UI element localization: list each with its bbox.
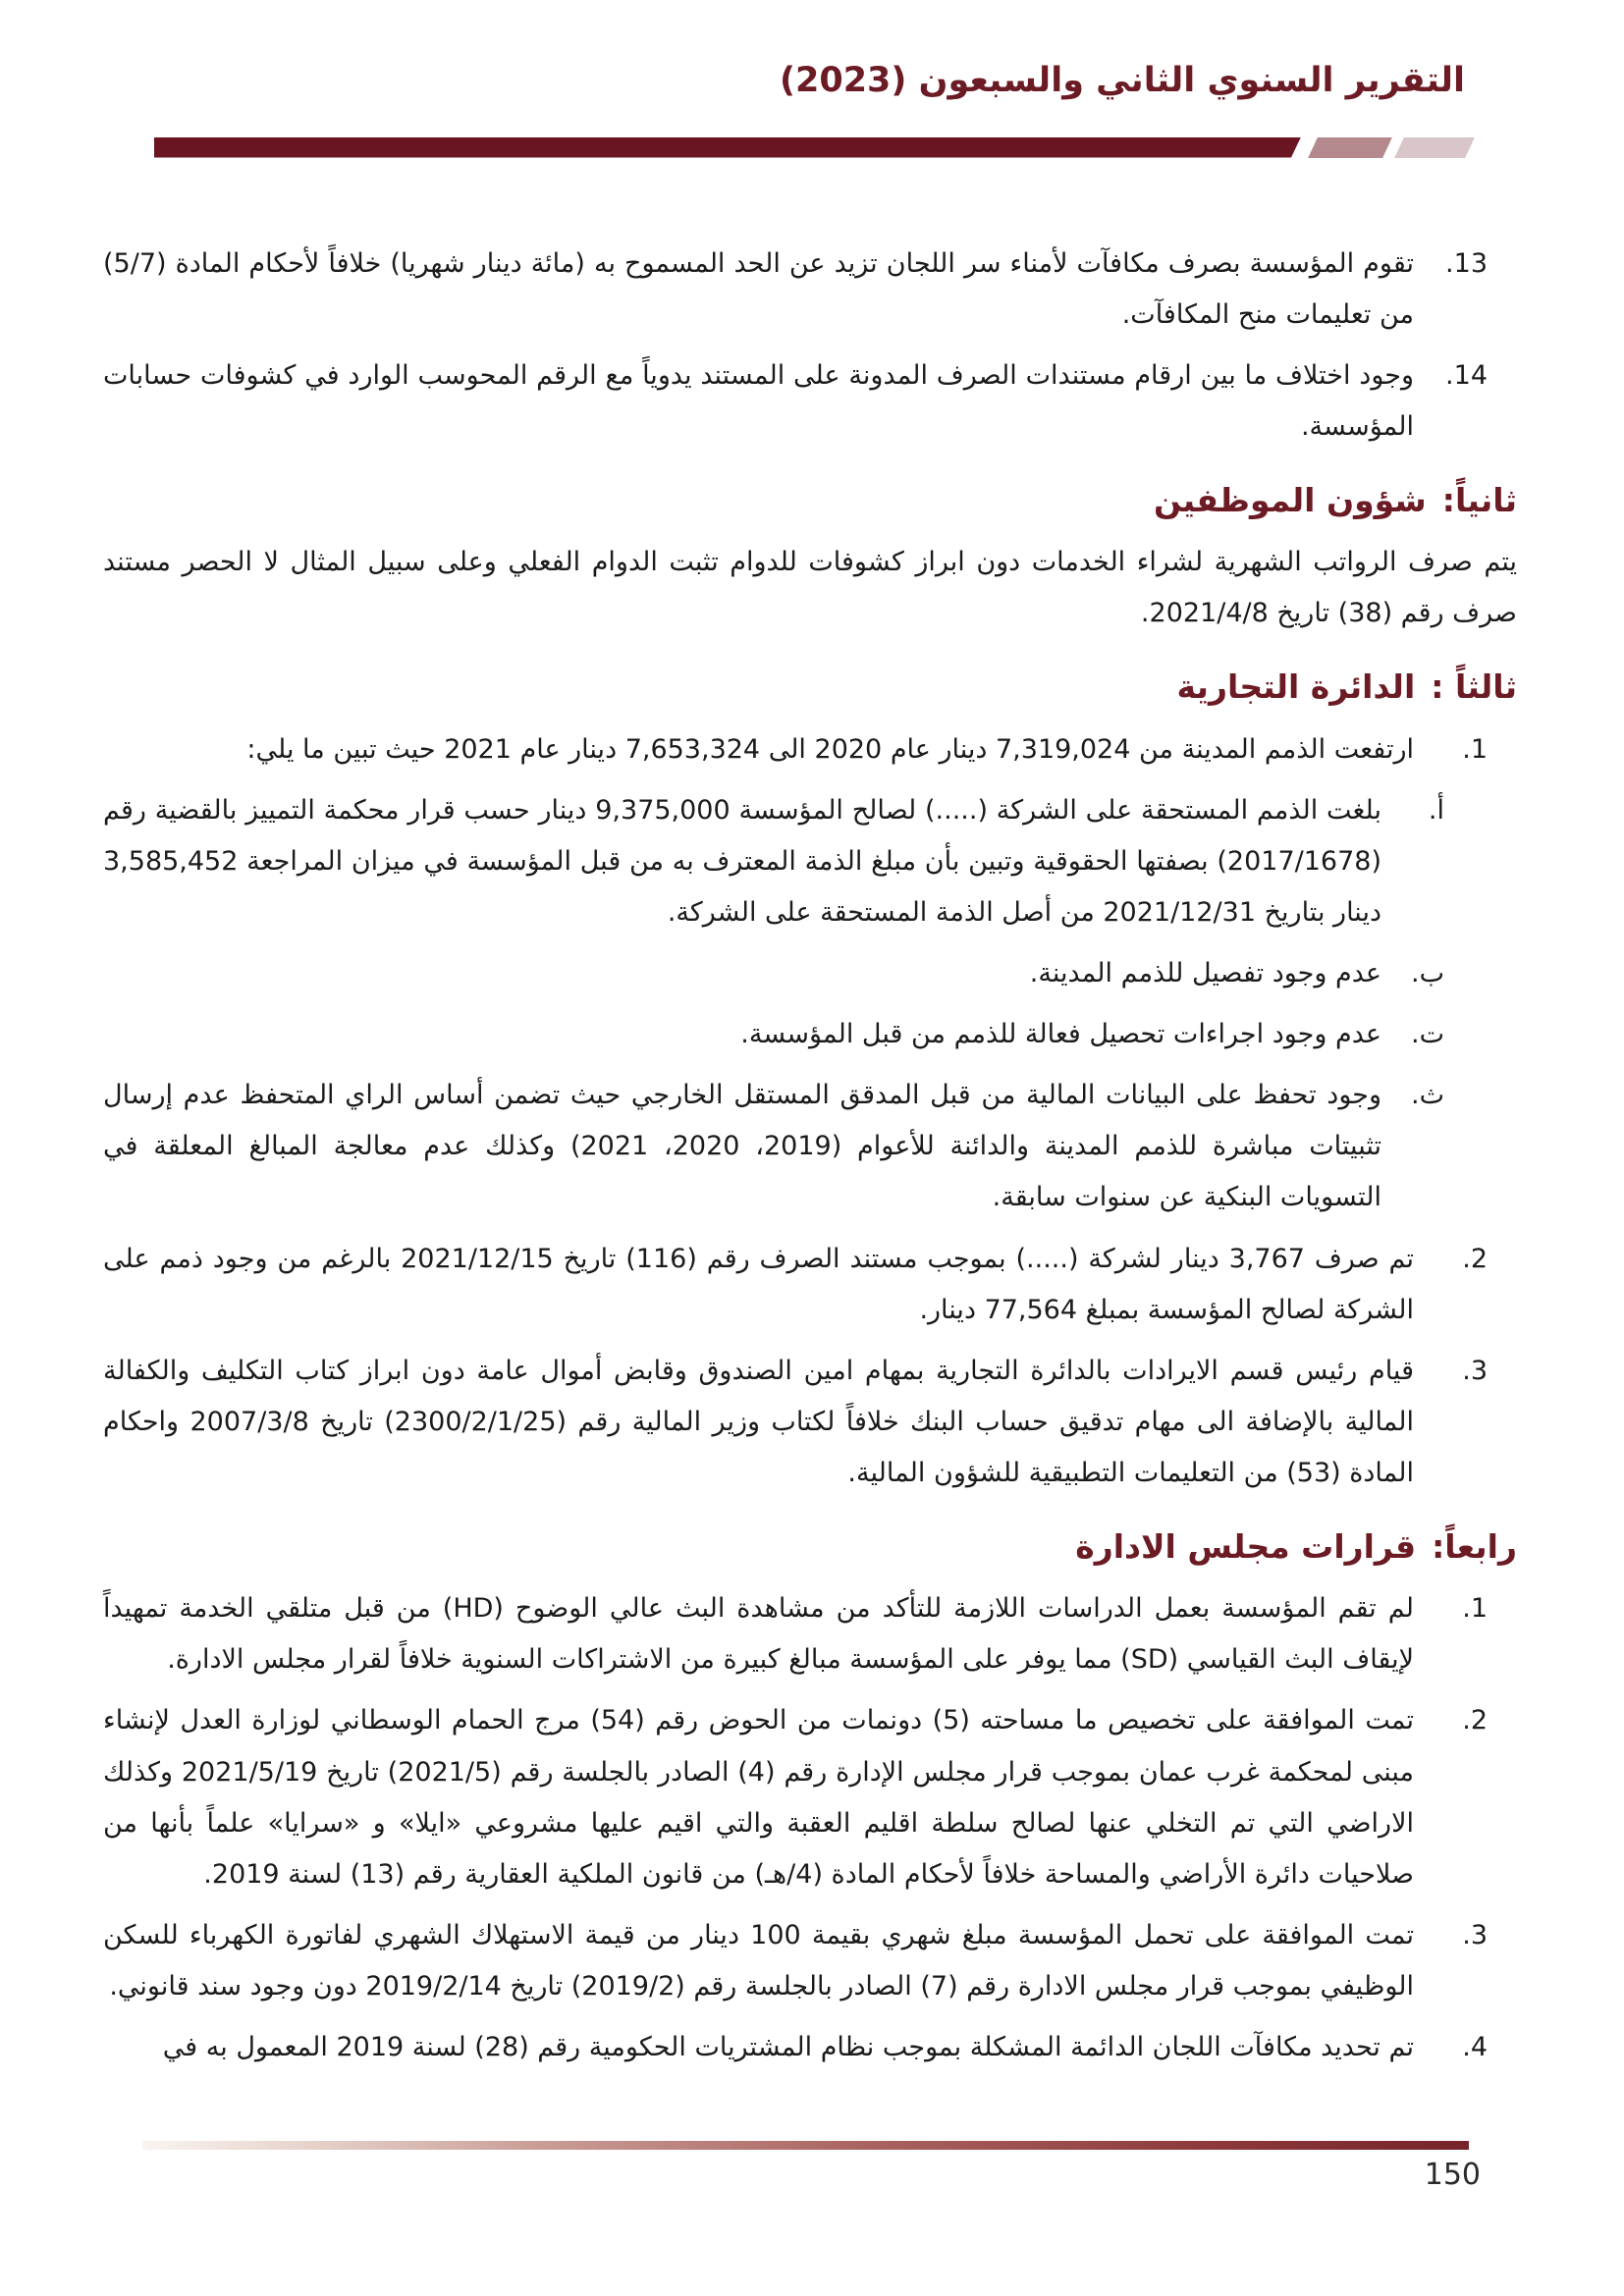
item-number: 2. xyxy=(1462,1705,1488,1736)
item-number: 1. xyxy=(1462,733,1488,765)
item-number: 1. xyxy=(1462,1593,1488,1625)
section-title: قرارات مجلس الادارة xyxy=(1075,1527,1417,1567)
sub-list xyxy=(103,785,1448,1224)
item-number: 2. xyxy=(1462,1243,1488,1274)
list-item xyxy=(103,1234,1517,1336)
section-board-decisions xyxy=(103,1524,1517,2073)
header-bar-mid-segment xyxy=(1308,137,1392,158)
item-text: تمت الموافقة على تحمل المؤسسة مبلغ شهري بقيمة 100 دينار من قيمة الاستهلاك الشهري لفاتورة الكهرباء للسكن الوظيفي بموجب قرار مجلس الادارة رقم (7) الصادر بالجلسة رقم (2019/2) تاريخ 2019/2/14 دون وجود سند قانوني. xyxy=(103,1919,1414,2002)
list-item xyxy=(103,1695,1517,1899)
section-heading xyxy=(103,665,1517,710)
header-bar-light-segment xyxy=(1394,137,1475,158)
header-bar-dark-segment xyxy=(154,137,1301,158)
header-bar xyxy=(154,137,1470,158)
section-heading xyxy=(103,478,1517,523)
item-text: وجود اختلاف ما بين ارقام مستندات الصرف المدونة على المستند يدوياً مع الرقم المحوسب الوارد في كشوفات حسابات المؤسسة. xyxy=(103,359,1414,442)
section-staff-affairs xyxy=(103,478,1517,639)
list-item xyxy=(103,2022,1517,2073)
item-text: قيام رئيس قسم الايرادات بالدائرة التجارية بمهام امين الصندوق وقابض أموال عامة دون ابراز كتاب التكليف والكفالة المالية بالإضافة الى مهام تدقيق حساب البنك خلافاً لكتاب وزير المالية رقم (2300/2/1/25) تاريخ 2007/3/8 واحكام المادة (53) من التعليمات التطبيقية للشؤون المالية. xyxy=(103,1355,1415,1488)
item-text: تم تحديد مكافآت اللجان الدائمة المشكلة بموجب نظام المشتريات الحكومية رقم (28) لسنة 2019 المعمول به في xyxy=(162,2032,1414,2063)
sub-list-item xyxy=(103,1070,1448,1223)
section-paragraph: يتم صرف الرواتب الشهرية لشراء الخدمات دون ابراز كشوفات للدوام تثبت الدوام الفعلي وعلى سبيل المثال لا الحصر مستند صرف رقم (38) تاريخ 2021/4/8. xyxy=(103,547,1517,629)
document-body xyxy=(103,239,1517,2074)
item-number: ت. xyxy=(1410,1019,1444,1050)
list-item xyxy=(103,724,1517,775)
item-text: تم صرف 3,767 دينار لشركة (.....) بموجب مستند الصرف رقم (116) تاريخ 2021/12/15 بالرغم من وجود ذمم على الشركة لصالح المؤسسة بمبلغ 77,564 دينار. xyxy=(103,1243,1415,1325)
item-number: 4. xyxy=(1462,2032,1488,2063)
section-label: ثالثاً : xyxy=(1431,667,1517,707)
sub-list-item xyxy=(103,785,1448,938)
item-text: تقوم المؤسسة بصرف مكافآت لأمناء سر اللجان تزيد عن الحد المسموح به (مائة دينار شهريا) خلافاً لأحكام المادة (5/7) من تعليمات منح المكافآت. xyxy=(103,247,1414,330)
item-number: ب. xyxy=(1410,957,1444,988)
section-label: ثانياً: xyxy=(1441,480,1517,519)
item-text: وجود تحفظ على البيانات المالية من قبل المدقق المستقل الخارجي حيث تضمن أساس الراي المتحفظ عدم إرسال تثبيتات مباشرة للذمم المدينة والدائنة للأعوام (2019، 2020، 2021) وكذلك عدم معالجة المبالغ المعلقة في التسويات البنكية عن سنوات سابقة. xyxy=(103,1080,1381,1213)
item-text: بلغت الذمم المستحقة على الشركة (.....) لصالح المؤسسة 9,375,000 دينار حسب قرار محكمة التمييز بالقضية رقم (2017/1678) بصفتها الحقوقية وتبين بأن مبلغ الذمة المعترف به من قبل المؤسسة في ميزان المراجعة 3,585,452 دينار بتاريخ 2021/12/31 من أصل الذمة المستحقة على الشركة. xyxy=(103,794,1381,928)
section-heading xyxy=(103,1524,1517,1570)
item-text: لم تقم المؤسسة بعمل الدراسات اللازمة للتأكد من مشاهدة البث عالي الوضوح (HD) من قبل متلقي الخدمة تمهيداً لإيقاف البث القياسي (SD) مما يوفر على المؤسسة مبالغ كبيرة من الاشتراكات السنوية خلافاً لقرار مجلس الادارة. xyxy=(103,1593,1414,1676)
item-number: 14. xyxy=(1445,359,1488,391)
item-number: 13. xyxy=(1445,247,1488,279)
section-title: شؤون الموظفين xyxy=(1153,480,1427,519)
sub-list-item xyxy=(103,1009,1448,1060)
item-text: عدم وجود اجراءات تحصيل فعالة للذمم من قبل المؤسسة. xyxy=(740,1019,1381,1050)
finding-item xyxy=(103,239,1517,341)
list-item xyxy=(103,1583,1517,1685)
footer-rule xyxy=(142,2141,1469,2150)
item-number: أ. xyxy=(1428,794,1444,826)
item-number: 3. xyxy=(1462,1355,1488,1386)
page-header xyxy=(0,0,1624,158)
section-commercial-department xyxy=(103,665,1517,1499)
item-number: ث. xyxy=(1410,1080,1444,1111)
item-text: ارتفعت الذمم المدينة من 7,319,024 دينار عام 2020 الى 7,653,324 دينار عام 2021 حيث تبين ما يلي: xyxy=(246,733,1414,765)
finding-item xyxy=(103,350,1517,453)
sub-list-item xyxy=(103,948,1448,999)
item-text: عدم وجود تفصيل للذمم المدينة. xyxy=(1029,957,1381,988)
section-title: الدائرة التجارية xyxy=(1176,667,1416,707)
list-item xyxy=(103,1910,1517,2012)
page-title: التقرير السنوي الثاني والسبعون (2023) xyxy=(779,61,1465,100)
item-text: تمت الموافقة على تخصيص ما مساحته (5) دونمات من الحوض رقم (54) مرج الحمام الوسطاني لوزارة العدل لإنشاء مبنى لمحكمة غرب عمان بموجب قرار مجلس الإدارة رقم (4) الصادر بالجلسة رقم (2021/5) تاريخ 2021/5/19 وكذلك الاراضي التي تم التخلي عنها لصالح سلطة اقليم العقبة والتي اقيم عليها مشروعي «ايلا» و «سرايا» علماً بأنها من صلاحيات دائرة الأراضي والمساحة خلافاً لأحكام المادة (4/هـ) من قانون الملكية العقارية رقم (13) لسنة 2019. xyxy=(103,1705,1414,1890)
page-number: 150 xyxy=(1424,2158,1481,2192)
item-number: 3. xyxy=(1462,1919,1488,1950)
list-item xyxy=(103,1346,1517,1499)
section-label: رابعاً: xyxy=(1432,1527,1517,1567)
